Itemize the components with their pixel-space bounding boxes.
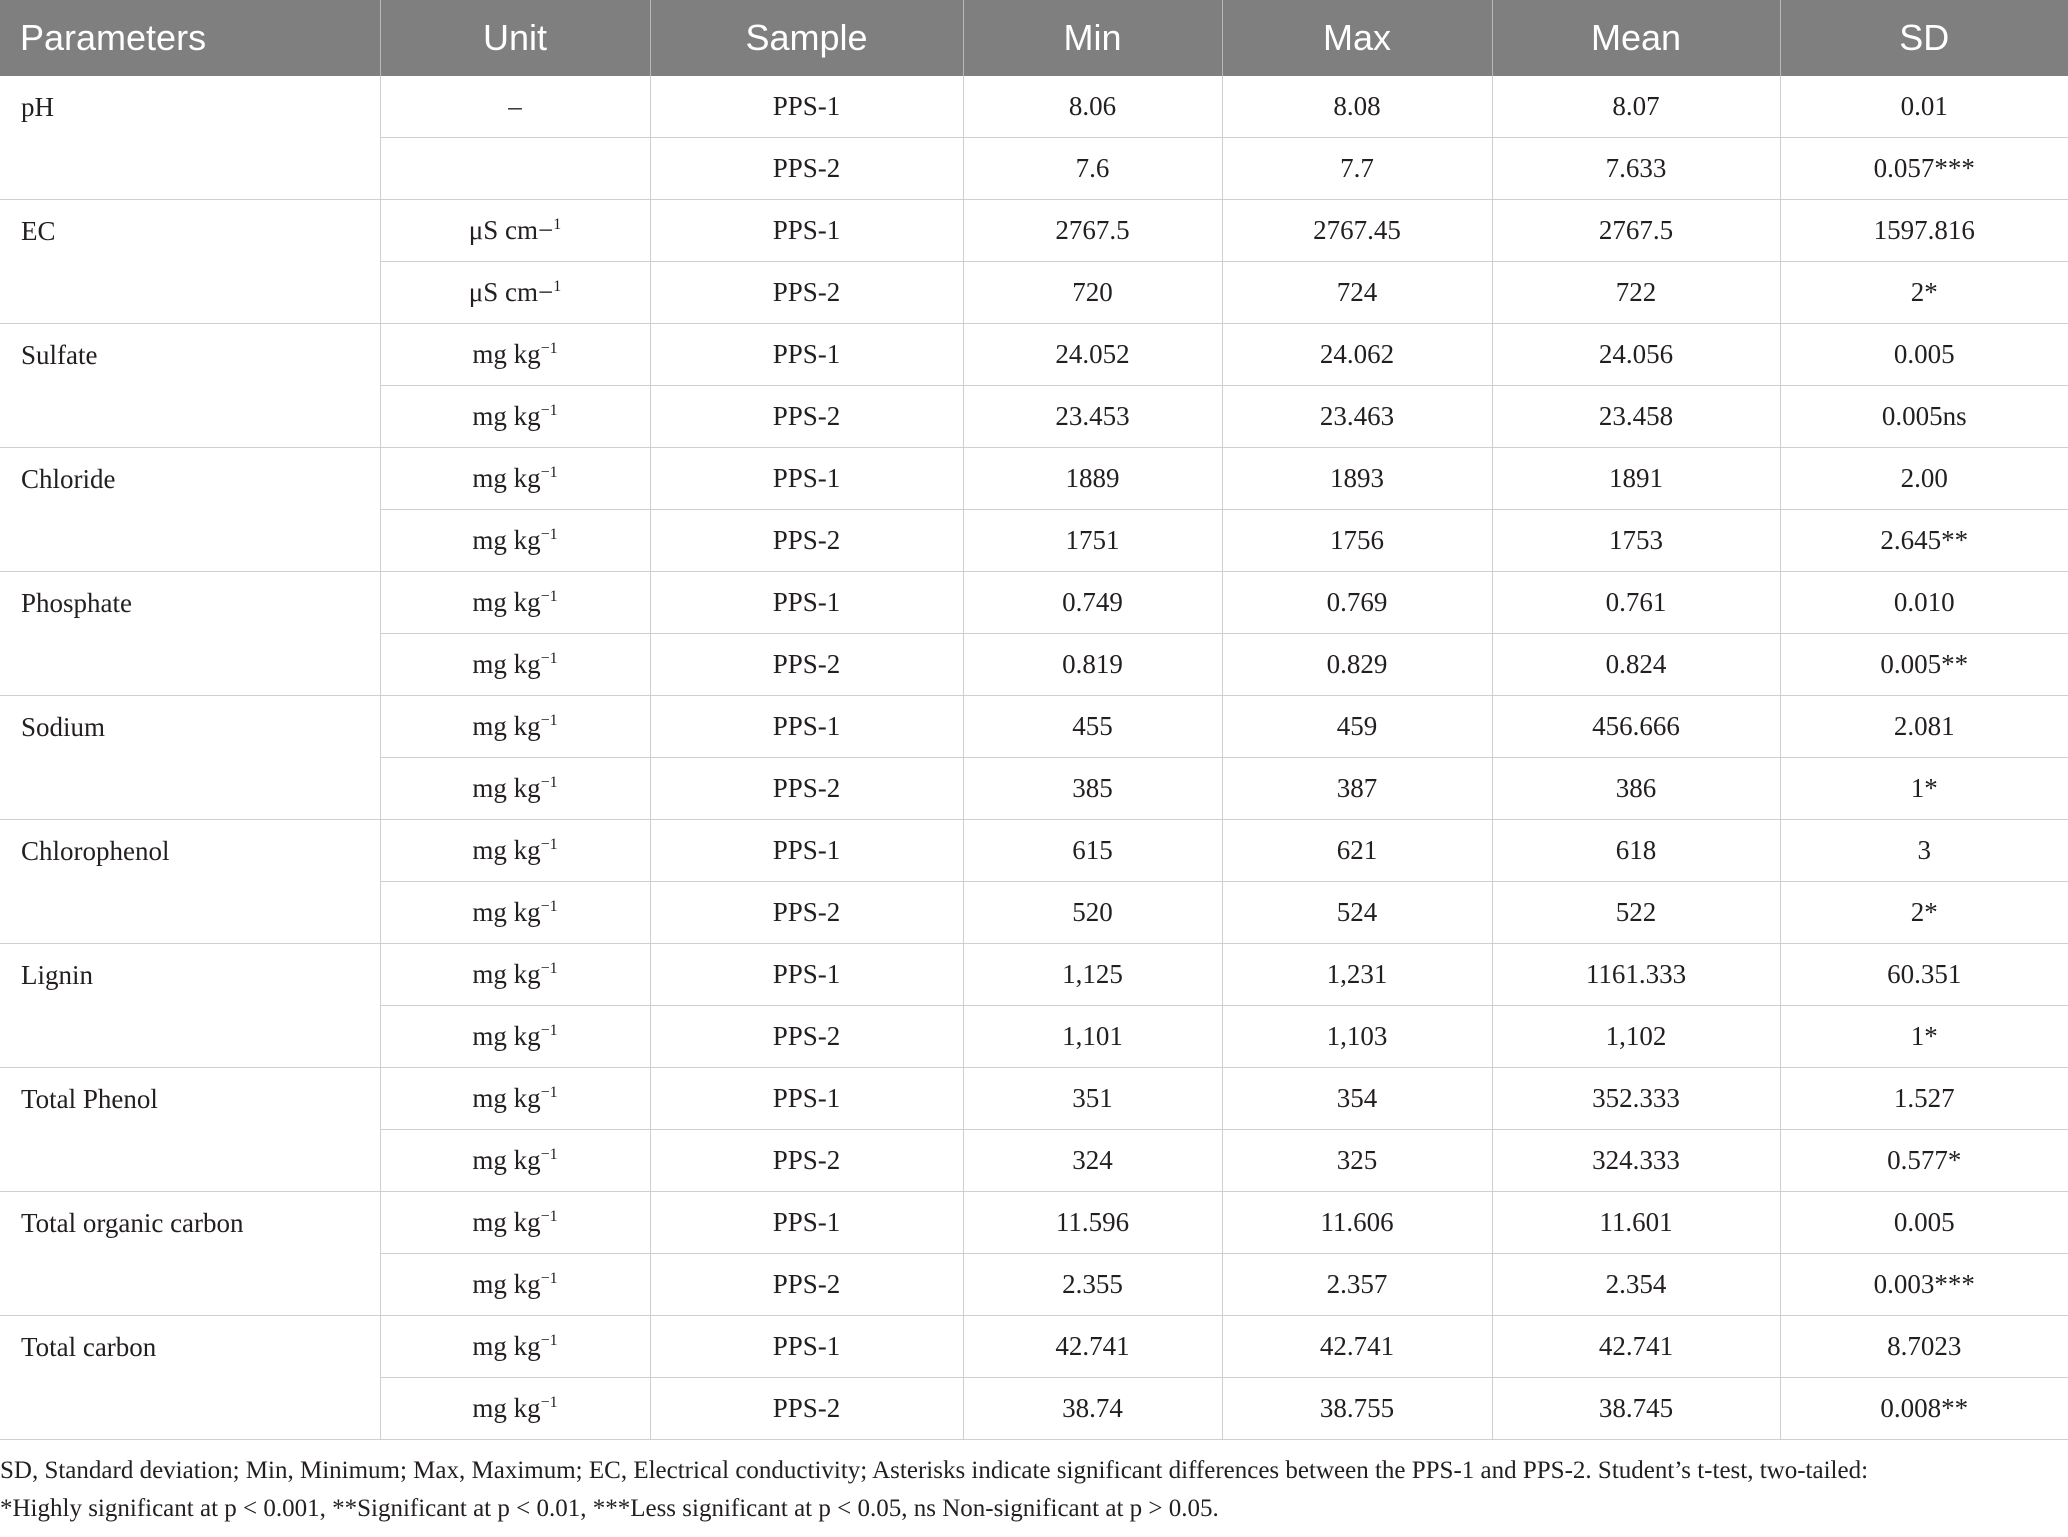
min-cell: 520 <box>963 882 1222 944</box>
mean-cell: 456.666 <box>1492 696 1780 758</box>
unit-cell <box>380 1068 650 1130</box>
sample-cell: PPS-1 <box>650 200 963 262</box>
table-row <box>0 448 2068 510</box>
sd-cell: 1* <box>1780 758 2068 820</box>
unit-superscript: −1 <box>540 340 558 357</box>
unit-cell <box>380 696 650 758</box>
header-sample: Sample <box>650 0 963 76</box>
parameter-name-cell: Sodium <box>0 696 380 820</box>
min-cell: 455 <box>963 696 1222 758</box>
unit-cell <box>380 1006 650 1068</box>
unit-superscript: −1 <box>540 1270 558 1287</box>
max-cell: 724 <box>1222 262 1492 324</box>
max-cell: 459 <box>1222 696 1492 758</box>
unit-cell <box>380 510 650 572</box>
sd-cell: 60.351 <box>1780 944 2068 1006</box>
unit-superscript: −1 <box>540 836 558 853</box>
mean-cell: 618 <box>1492 820 1780 882</box>
sd-cell: 0.010 <box>1780 572 2068 634</box>
unit-text: mg kg <box>472 1145 541 1175</box>
sample-cell: PPS-1 <box>650 324 963 386</box>
sd-cell: 2* <box>1780 262 2068 324</box>
parameter-name-cell: Sulfate <box>0 324 380 448</box>
sd-cell: 0.577* <box>1780 1130 2068 1192</box>
parameter-name-cell: Total Phenol <box>0 1068 380 1192</box>
min-cell: 23.453 <box>963 386 1222 448</box>
max-cell: 621 <box>1222 820 1492 882</box>
sd-cell: 2* <box>1780 882 2068 944</box>
mean-cell: 1161.333 <box>1492 944 1780 1006</box>
unit-text: μS cm− <box>468 215 554 245</box>
sample-cell: PPS-2 <box>650 386 963 448</box>
header-min: Min <box>963 0 1222 76</box>
max-cell: 42.741 <box>1222 1316 1492 1378</box>
mean-cell: 2767.5 <box>1492 200 1780 262</box>
sd-cell: 2.00 <box>1780 448 2068 510</box>
unit-cell <box>380 324 650 386</box>
mean-cell: 386 <box>1492 758 1780 820</box>
unit-text: mg kg <box>472 1393 541 1423</box>
sd-cell: 8.7023 <box>1780 1316 2068 1378</box>
min-cell: 38.74 <box>963 1378 1222 1440</box>
table-row <box>0 944 2068 1006</box>
mean-cell: 324.333 <box>1492 1130 1780 1192</box>
max-cell: 2767.45 <box>1222 200 1492 262</box>
mean-cell: 11.601 <box>1492 1192 1780 1254</box>
unit-cell <box>380 1316 650 1378</box>
mean-cell: 23.458 <box>1492 386 1780 448</box>
sample-cell: PPS-2 <box>650 882 963 944</box>
sample-cell: PPS-1 <box>650 696 963 758</box>
unit-superscript: −1 <box>540 402 558 419</box>
unit-cell <box>380 1378 650 1440</box>
min-cell: 1,125 <box>963 944 1222 1006</box>
footnote-line-2: *Highly significant at p < 0.001, **Significant at p < 0.01, ***Less significant at p < 0.05, ns Non-significant at p > 0.05. <box>0 1495 1219 1522</box>
table-row <box>0 200 2068 262</box>
max-cell: 8.08 <box>1222 76 1492 138</box>
unit-text: mg kg <box>472 773 541 803</box>
max-cell: 23.463 <box>1222 386 1492 448</box>
header-max: Max <box>1222 0 1492 76</box>
header-sd: SD <box>1780 0 2068 76</box>
sample-cell: PPS-2 <box>650 1130 963 1192</box>
sample-cell: PPS-1 <box>650 448 963 510</box>
mean-cell: 1,102 <box>1492 1006 1780 1068</box>
max-cell: 1,231 <box>1222 944 1492 1006</box>
max-cell: 24.062 <box>1222 324 1492 386</box>
min-cell: 2.355 <box>963 1254 1222 1316</box>
unit-superscript: −1 <box>540 1394 558 1411</box>
sample-cell: PPS-1 <box>650 820 963 882</box>
header-parameters: Parameters <box>0 0 380 76</box>
sd-cell: 0.008** <box>1780 1378 2068 1440</box>
sample-cell: PPS-1 <box>650 572 963 634</box>
max-cell: 0.829 <box>1222 634 1492 696</box>
parameter-name-cell: Total organic carbon <box>0 1192 380 1316</box>
unit-superscript: −1 <box>540 712 558 729</box>
unit-superscript: −1 <box>540 1146 558 1163</box>
min-cell: 385 <box>963 758 1222 820</box>
mean-cell: 7.633 <box>1492 138 1780 200</box>
unit-cell <box>380 572 650 634</box>
unit-cell <box>380 76 650 138</box>
min-cell: 11.596 <box>963 1192 1222 1254</box>
mean-cell: 722 <box>1492 262 1780 324</box>
sample-cell: PPS-1 <box>650 1192 963 1254</box>
mean-cell: 8.07 <box>1492 76 1780 138</box>
min-cell: 0.819 <box>963 634 1222 696</box>
mean-cell: 38.745 <box>1492 1378 1780 1440</box>
sample-cell: PPS-2 <box>650 758 963 820</box>
unit-cell <box>380 200 650 262</box>
max-cell: 11.606 <box>1222 1192 1492 1254</box>
max-cell: 354 <box>1222 1068 1492 1130</box>
sample-cell: PPS-2 <box>650 138 963 200</box>
table-row <box>0 1192 2068 1254</box>
parameter-name-cell: pH <box>0 76 380 200</box>
unit-superscript: −1 <box>540 898 558 915</box>
unit-superscript: −1 <box>540 1332 558 1349</box>
unit-superscript: −1 <box>540 774 558 791</box>
max-cell: 38.755 <box>1222 1378 1492 1440</box>
sample-cell: PPS-1 <box>650 1068 963 1130</box>
unit-text: μS cm− <box>468 277 554 307</box>
mean-cell: 352.333 <box>1492 1068 1780 1130</box>
sample-cell: PPS-2 <box>650 1006 963 1068</box>
table-row <box>0 572 2068 634</box>
unit-cell <box>380 820 650 882</box>
table-body <box>0 76 2068 1440</box>
sd-cell: 0.005ns <box>1780 386 2068 448</box>
mean-cell: 24.056 <box>1492 324 1780 386</box>
parameter-name-cell: Lignin <box>0 944 380 1068</box>
sample-cell: PPS-2 <box>650 510 963 572</box>
unit-cell <box>380 882 650 944</box>
min-cell: 0.749 <box>963 572 1222 634</box>
sample-cell: PPS-2 <box>650 1254 963 1316</box>
min-cell: 324 <box>963 1130 1222 1192</box>
max-cell: 2.357 <box>1222 1254 1492 1316</box>
parameter-name-cell: Chlorophenol <box>0 820 380 944</box>
unit-cell <box>380 758 650 820</box>
unit-cell <box>380 1192 650 1254</box>
unit-cell <box>380 448 650 510</box>
min-cell: 615 <box>963 820 1222 882</box>
min-cell: 720 <box>963 262 1222 324</box>
sd-cell: 0.01 <box>1780 76 2068 138</box>
mean-cell: 522 <box>1492 882 1780 944</box>
sample-cell: PPS-1 <box>650 1316 963 1378</box>
mean-cell: 1891 <box>1492 448 1780 510</box>
unit-text: mg kg <box>472 1269 541 1299</box>
min-cell: 7.6 <box>963 138 1222 200</box>
footnote-line-1: SD, Standard deviation; Min, Minimum; Max, Maximum; EC, Electrical conductivity; Asterisks indicate significant differences between the PPS-1 and PPS-2. Student’s t-test, two-tailed: <box>0 1457 1869 1484</box>
sd-cell: 0.005 <box>1780 1192 2068 1254</box>
table-row <box>0 324 2068 386</box>
parameter-name-cell: Total carbon <box>0 1316 380 1440</box>
sd-cell: 0.005** <box>1780 634 2068 696</box>
unit-text: mg kg <box>472 463 541 493</box>
unit-superscript: −1 <box>540 1084 558 1101</box>
unit-text: mg kg <box>472 401 541 431</box>
max-cell: 0.769 <box>1222 572 1492 634</box>
min-cell: 8.06 <box>963 76 1222 138</box>
max-cell: 1893 <box>1222 448 1492 510</box>
table-footnote <box>0 1452 2060 1528</box>
mean-cell: 1753 <box>1492 510 1780 572</box>
sample-cell: PPS-2 <box>650 634 963 696</box>
mean-cell: 2.354 <box>1492 1254 1780 1316</box>
unit-superscript: −1 <box>540 588 558 605</box>
table-row <box>0 76 2068 138</box>
sample-cell: PPS-1 <box>650 76 963 138</box>
min-cell: 1889 <box>963 448 1222 510</box>
parameter-name-cell: EC <box>0 200 380 324</box>
unit-text: – <box>508 91 522 121</box>
unit-text: mg kg <box>472 1331 541 1361</box>
min-cell: 2767.5 <box>963 200 1222 262</box>
max-cell: 387 <box>1222 758 1492 820</box>
sd-cell: 1* <box>1780 1006 2068 1068</box>
unit-superscript: −1 <box>540 960 558 977</box>
parameter-name-cell: Chloride <box>0 448 380 572</box>
unit-cell <box>380 634 650 696</box>
sd-cell: 1597.816 <box>1780 200 2068 262</box>
unit-superscript: −1 <box>540 1022 558 1039</box>
unit-text: mg kg <box>472 835 541 865</box>
table-header-row <box>0 0 2068 76</box>
table-row <box>0 696 2068 758</box>
unit-superscript: −1 <box>540 650 558 667</box>
min-cell: 42.741 <box>963 1316 1222 1378</box>
unit-superscript: −1 <box>540 464 558 481</box>
sd-cell: 0.005 <box>1780 324 2068 386</box>
unit-cell <box>380 138 650 200</box>
table-row <box>0 1316 2068 1378</box>
unit-text: mg kg <box>472 1021 541 1051</box>
unit-text: mg kg <box>472 1207 541 1237</box>
parameter-name-cell: Phosphate <box>0 572 380 696</box>
unit-text: mg kg <box>472 959 541 989</box>
sd-cell: 2.081 <box>1780 696 2068 758</box>
sd-cell: 2.645** <box>1780 510 2068 572</box>
sample-cell: PPS-2 <box>650 262 963 324</box>
mean-cell: 42.741 <box>1492 1316 1780 1378</box>
max-cell: 524 <box>1222 882 1492 944</box>
unit-cell <box>380 944 650 1006</box>
max-cell: 7.7 <box>1222 138 1492 200</box>
table-row <box>0 1068 2068 1130</box>
unit-cell <box>380 386 650 448</box>
unit-text: mg kg <box>472 339 541 369</box>
sd-cell: 1.527 <box>1780 1068 2068 1130</box>
unit-text: mg kg <box>472 525 541 555</box>
unit-superscript: −1 <box>540 1208 558 1225</box>
unit-text: mg kg <box>472 649 541 679</box>
max-cell: 325 <box>1222 1130 1492 1192</box>
sd-cell: 0.003*** <box>1780 1254 2068 1316</box>
table-row <box>0 820 2068 882</box>
unit-text: mg kg <box>472 587 541 617</box>
min-cell: 351 <box>963 1068 1222 1130</box>
sample-cell: PPS-2 <box>650 1378 963 1440</box>
unit-cell <box>380 1254 650 1316</box>
max-cell: 1756 <box>1222 510 1492 572</box>
header-mean: Mean <box>1492 0 1780 76</box>
min-cell: 24.052 <box>963 324 1222 386</box>
unit-superscript: 1 <box>553 278 562 295</box>
mean-cell: 0.824 <box>1492 634 1780 696</box>
unit-cell <box>380 262 650 324</box>
unit-superscript: −1 <box>540 526 558 543</box>
unit-text: mg kg <box>472 897 541 927</box>
min-cell: 1,101 <box>963 1006 1222 1068</box>
unit-superscript: 1 <box>553 216 562 233</box>
mean-cell: 0.761 <box>1492 572 1780 634</box>
unit-text: mg kg <box>472 1083 541 1113</box>
unit-cell <box>380 1130 650 1192</box>
sd-cell: 0.057*** <box>1780 138 2068 200</box>
sd-cell: 3 <box>1780 820 2068 882</box>
header-unit: Unit <box>380 0 650 76</box>
unit-text: mg kg <box>472 711 541 741</box>
min-cell: 1751 <box>963 510 1222 572</box>
sample-cell: PPS-1 <box>650 944 963 1006</box>
max-cell: 1,103 <box>1222 1006 1492 1068</box>
